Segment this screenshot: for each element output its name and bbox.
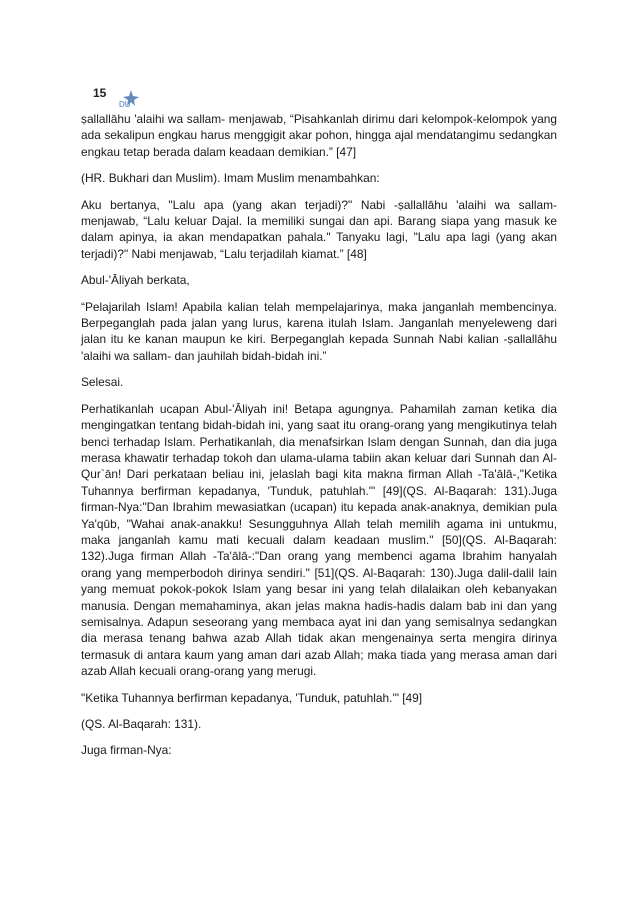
paragraph: Juga firman-Nya: (81, 743, 172, 758)
paragraph: (QS. Al-Baqarah: 131). (81, 717, 202, 731)
paragraph: Abul-'Āliyah berkata, (81, 273, 190, 288)
logo-text: DU (119, 100, 131, 108)
logo-icon (117, 90, 147, 108)
paragraph: (HR. Bukhari dan Muslim). Imam Muslim menambahkan: (81, 171, 380, 186)
paragraph: Aku bertanya, "Lalu apa (yang akan terjadi)?" Nabi -ṣallallāhu 'alaihi wa sallam- menjawab, “Lalu keluar Dajal. Ia memiliki sungai dan api. Barang siapa yang masuk ke dalam apinya, ia akan mendapatkan pahala." Tanyaku lagi, "Lalu apa lagi (yang akan terjadi)?" Nabi menjawab, “Lalu terjadilah kiamat.” [48] (81, 197, 557, 261)
paragraph: Selesai. (81, 375, 124, 390)
document-body (81, 111, 557, 769)
paragraph: ṣallallāhu 'alaihi wa sallam- menjawab, “Pisahkanlah dirimu dari kelompok-kelompok yang ada sekalipun engkau harus menggigit akar pohon, hingga ajal mendatangimu sedangkan engkau tetap berada dalam keadaan demikian.” [47] (81, 112, 557, 159)
page-header (93, 86, 153, 108)
page-number: 15 (93, 86, 107, 100)
paragraph: “Pelajarilah Islam! Apabila kalian telah mempelajarinya, maka janganlah membencinya. Berpeganglah pada jalan yang lurus, karena itulah Islam. Janganlah menyeleweng dari jalan itu ke kanan maupun ke kiri. Berpeganglah kepada Sunnah Nabi kalian -ṣallallāhu 'alaihi wa sallam- dan jauhilah bidah-bidah ini.” (81, 299, 557, 363)
paragraph: "Ketika Tuhannya berfirman kepadanya, 'Tunduk, patuhlah.'" [49] (81, 690, 423, 705)
paragraph: Perhatikanlah ucapan Abul-'Āliyah ini! Betapa agungnya. Pahamilah zaman ketika dia mengingatkan tentang bidah-bidah ini, yang saat itu orang-orang yang mengikutinya telah benci terhadap Islam. Perhatikanlah, dia menafsirkan Islam dengan Sunnah, dan dia juga merasa khawatir terhadap tokoh dan ulama-ulama tabiin akan keluar dari Sunnah dan Al-Qur`ān! Dari perkataan beliau ini, jelaslah bagi kita makna firman Allah -Ta'ālā-,"Ketika Tuhannya berfirman kepadanya, 'Tunduk, patuhlah.'" [49](QS. Al-Baqarah: 131).Juga firman-Nya:"Dan Ibrahim mewasiatkan (ucapan) itu kepada anak-anaknya, demikian pula Ya'qūb, "Wahai anak-anakku! Sesungguhnya Allah telah memilih agama ini untukmu, maka janganlah kamu mati kecuali dalam keadaan muslim." [50](QS. Al-Baqarah: 132).Juga firman Allah -Ta'ālā-:"Dan orang yang membenci agama Ibrahim hanyalah orang yang memperbodoh dirinya sendiri." [51](QS. Al-Baqarah: 130).Juga dalil-dalil lain yang memuat pokok-pokok Islam yang besar ini yang telah dilalaikan oleh kebanyakan manusia. Dengan memahaminya, akan jelas makna hadis-hadis dalam bab ini dan yang semisalnya. Adapun seseorang yang membaca ayat ini dan yang semisalnya sedangkan dia merasa tenang bahwa azab Allah tidak akan mengenainya serta mengira dirinya termasuk di antara kaum yang aman dari azab Allah; maka tiada yang merasa aman dari azab Allah kecuali orang-orang yang merugi. (81, 401, 557, 679)
